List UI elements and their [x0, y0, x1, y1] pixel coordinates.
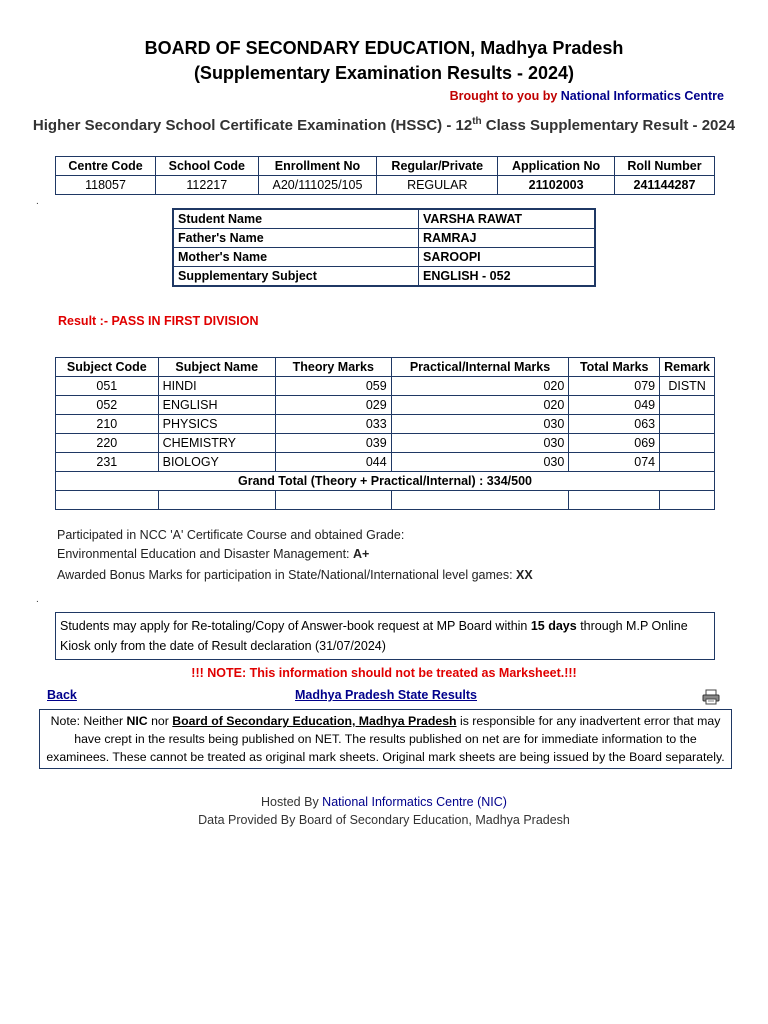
empty-cell: [158, 491, 275, 510]
separator-dot: .: [36, 196, 39, 207]
candidate-header: Centre Code: [56, 157, 156, 176]
retotaling-text-1: Students may apply for Re-totaling/Copy of Answer-book request at MP Board within: [60, 619, 531, 633]
student-label: Father's Name: [173, 229, 419, 248]
disclaimer-p1: Note: Neither: [50, 714, 127, 728]
hosted-org: National Informatics Centre (NIC): [322, 795, 507, 809]
empty-row: [56, 491, 715, 510]
empty-cell: [569, 491, 660, 510]
student-value: ENGLISH - 052: [419, 267, 596, 287]
candidate-header: Enrollment No: [258, 157, 377, 176]
theory-marks: 029: [275, 396, 391, 415]
student-value: RAMRAJ: [419, 229, 596, 248]
back-link[interactable]: Back: [47, 688, 77, 702]
brought-by-prefix: Brought to you by: [449, 89, 558, 103]
disclaimer-p3: is responsible for any inadvertent error that may have crept in the results being published on NET. The results published on net are for immediate information to the examinees. These cannot be treated as original mark sheets. Original mark sheets are being issued by the Board separately.: [46, 714, 725, 764]
exam-title-part1: Higher Secondary School Certificate Examination (HSSC) - 12: [32, 117, 473, 134]
page-subtitle: (Supplementary Examination Results - 2024): [193, 63, 575, 83]
theory-marks: 044: [275, 453, 391, 472]
marks-header: Subject Name: [158, 358, 275, 377]
grand-total: Grand Total (Theory + Practical/Internal) : 334/500: [56, 472, 715, 491]
subject-name: PHYSICS: [158, 415, 275, 434]
school-code: 112217: [156, 176, 259, 195]
regular-private: REGULAR: [377, 176, 498, 195]
state-results-link[interactable]: Madhya Pradesh State Results: [295, 688, 478, 702]
practical-marks: 030: [391, 434, 569, 453]
table-row: [56, 453, 715, 472]
total-marks: 079: [569, 377, 660, 396]
env-grade: A+: [353, 547, 370, 561]
subject-code: 051: [56, 377, 159, 396]
disclaimer: [39, 709, 732, 769]
separator-dot: .: [36, 594, 39, 605]
candidate-header: Roll Number: [614, 157, 714, 176]
subject-name: HINDI: [158, 377, 275, 396]
hosted-by: [0, 795, 768, 809]
ncc-info: Participated in NCC 'A' Certificate Course and obtained Grade:: [57, 528, 405, 542]
env-info: [57, 547, 369, 561]
subject-code: 231: [56, 453, 159, 472]
practical-marks: 030: [391, 415, 569, 434]
total-marks: 069: [569, 434, 660, 453]
student-row: [173, 248, 595, 267]
subject-code: 220: [56, 434, 159, 453]
result-status: Result :- PASS IN FIRST DIVISION: [58, 314, 259, 328]
table-row: [56, 415, 715, 434]
marksheet-note: !!! NOTE: This information should not be treated as Marksheet.!!!: [191, 666, 577, 680]
total-marks: 049: [569, 396, 660, 415]
remark: [660, 434, 715, 453]
hosted-prefix: Hosted By: [261, 795, 323, 809]
empty-cell: [660, 491, 715, 510]
application-no: 21102003: [498, 176, 615, 195]
marks-header: Total Marks: [569, 358, 660, 377]
student-row: [173, 229, 595, 248]
roll-number: 241144287: [614, 176, 714, 195]
student-label: Student Name: [173, 209, 419, 229]
retotaling-days: 15 days: [530, 619, 577, 633]
student-value: SAROOPI: [419, 248, 596, 267]
practical-marks: 020: [391, 377, 569, 396]
candidate-header: School Code: [156, 157, 259, 176]
student-label: Supplementary Subject: [173, 267, 419, 287]
candidate-value-row: [56, 176, 715, 195]
centre-code: 118057: [56, 176, 156, 195]
disclaimer-board: Board of Secondary Education, Madhya Pradesh: [172, 714, 457, 728]
theory-marks: 033: [275, 415, 391, 434]
marks-header: Theory Marks: [275, 358, 391, 377]
table-row: [56, 396, 715, 415]
subject-name: ENGLISH: [158, 396, 275, 415]
total-marks: 074: [569, 453, 660, 472]
practical-marks: 020: [391, 396, 569, 415]
remark: [660, 415, 715, 434]
data-provided-by: Data Provided By Board of Secondary Education, Madhya Pradesh: [198, 813, 570, 827]
env-label: Environmental Education and Disaster Management:: [57, 547, 353, 561]
subject-code: 210: [56, 415, 159, 434]
bonus-info: [57, 568, 533, 582]
marks-header: Practical/Internal Marks: [391, 358, 569, 377]
marks-header: Subject Code: [56, 358, 159, 377]
table-row: [56, 377, 715, 396]
printer-icon[interactable]: [702, 689, 720, 705]
remark: DISTN: [660, 377, 715, 396]
exam-title-part2: Class Supplementary Result - 2024: [481, 117, 736, 134]
exam-title: [30, 111, 738, 137]
subject-code: 052: [56, 396, 159, 415]
retotaling-text-2: through M.P Online Kiosk only from the date of Result declaration (31/07/2024): [60, 619, 688, 653]
practical-marks: 030: [391, 453, 569, 472]
empty-cell: [391, 491, 569, 510]
disclaimer-p2: nor: [147, 714, 173, 728]
student-value: VARSHA RAWAT: [419, 209, 596, 229]
candidate-header-row: [56, 157, 715, 176]
brought-by: [450, 89, 724, 103]
marks-header: Remark: [660, 358, 715, 377]
candidate-table: [55, 156, 715, 195]
total-marks: 063: [569, 415, 660, 434]
theory-marks: 059: [275, 377, 391, 396]
bonus-label: Awarded Bonus Marks for participation in State/National/International level games:: [57, 568, 517, 582]
subject-name: CHEMISTRY: [158, 434, 275, 453]
student-row: [173, 267, 595, 287]
grand-total-row: [56, 472, 715, 491]
empty-cell: [275, 491, 391, 510]
bonus-value: XX: [516, 568, 533, 582]
empty-cell: [56, 491, 159, 510]
brought-by-org: National Informatics Centre: [560, 89, 724, 103]
retotaling-notice: [55, 612, 715, 660]
student-label: Mother's Name: [173, 248, 419, 267]
remark: [660, 453, 715, 472]
candidate-header: Application No: [498, 157, 615, 176]
page-title: BOARD OF SECONDARY EDUCATION, Madhya Pradesh: [144, 38, 624, 58]
marks-header-row: [56, 358, 715, 377]
candidate-header: Regular/Private: [377, 157, 498, 176]
subject-name: BIOLOGY: [158, 453, 275, 472]
exam-title-sup: th: [472, 116, 482, 127]
table-row: [56, 434, 715, 453]
theory-marks: 039: [275, 434, 391, 453]
remark: [660, 396, 715, 415]
student-row: [173, 209, 595, 229]
student-table: [172, 208, 596, 287]
enrollment-no: A20/111025/105: [258, 176, 377, 195]
disclaimer-nic: NIC: [126, 714, 148, 728]
marks-table: [55, 357, 715, 510]
